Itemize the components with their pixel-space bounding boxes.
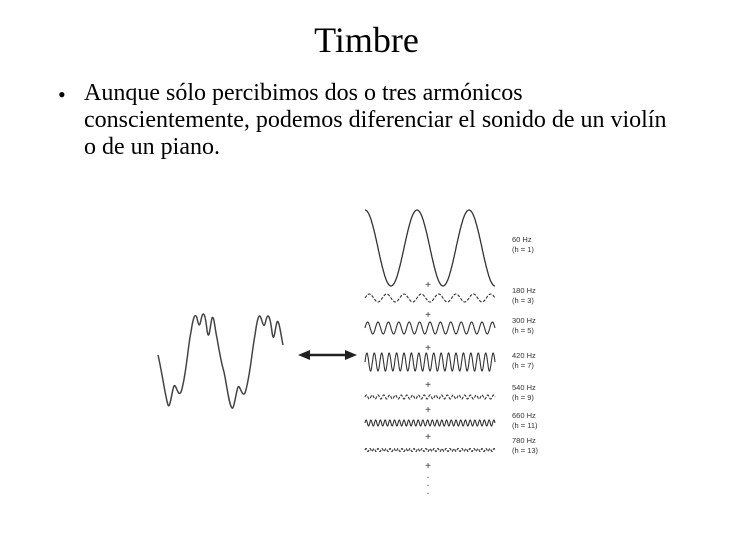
harmonic-freq-label: 60 Hz — [512, 235, 532, 244]
harmonic-number-label: (h = 11) — [512, 421, 538, 430]
harmonic-wave-2 — [365, 294, 495, 302]
plus-sign: + — [425, 343, 431, 354]
harmonic-wave-7 — [365, 449, 495, 452]
plus-sign: + — [425, 380, 431, 391]
bullet-text: Aunque sólo percibimos dos o tres armónicos conscientemente, podemos diferenciar el sonido de un violín o de un piano. — [84, 80, 667, 160]
harmonic-wave-1 — [365, 210, 495, 286]
harmonic-number-label: (h = 13) — [512, 446, 539, 455]
harmonic-number-label: (h = 9) — [512, 393, 534, 402]
plus-sign: + — [425, 280, 431, 291]
harmonic-freq-label: 780 Hz — [512, 436, 536, 445]
harmonic-wave-6 — [365, 420, 495, 426]
harmonic-freq-label: 300 Hz — [512, 316, 536, 325]
harmonic-freq-label: 660 Hz — [512, 411, 536, 420]
continuation-dot: . — [426, 486, 430, 497]
harmonic-wave-3 — [365, 322, 495, 334]
complex-waveform — [158, 314, 283, 408]
bullet-dot-icon: • — [58, 82, 66, 107]
plus-sign: + — [425, 405, 431, 416]
harmonic-number-label: (h = 7) — [512, 361, 534, 370]
harmonic-number-label: (h = 3) — [512, 296, 534, 305]
harmonic-wave-4 — [365, 353, 495, 371]
harmonic-freq-label: 540 Hz — [512, 383, 536, 392]
continuation-dot: . — [426, 478, 430, 489]
harmonic-number-label: (h = 1) — [512, 245, 534, 254]
harmonic-freq-label: 420 Hz — [512, 351, 536, 360]
slide-title: Timbre — [314, 20, 419, 60]
plus-signs — [425, 280, 431, 497]
harmonic-wave-5 — [365, 395, 495, 399]
continuation-dot: . — [426, 470, 430, 481]
plus-sign: + — [425, 432, 431, 443]
harmonic-number-label: (h = 5) — [512, 326, 534, 335]
harmonic-labels — [512, 235, 539, 455]
plus-sign: + — [425, 461, 431, 472]
plus-sign: + — [425, 310, 431, 321]
harmonic-freq-label: 180 Hz — [512, 286, 536, 295]
